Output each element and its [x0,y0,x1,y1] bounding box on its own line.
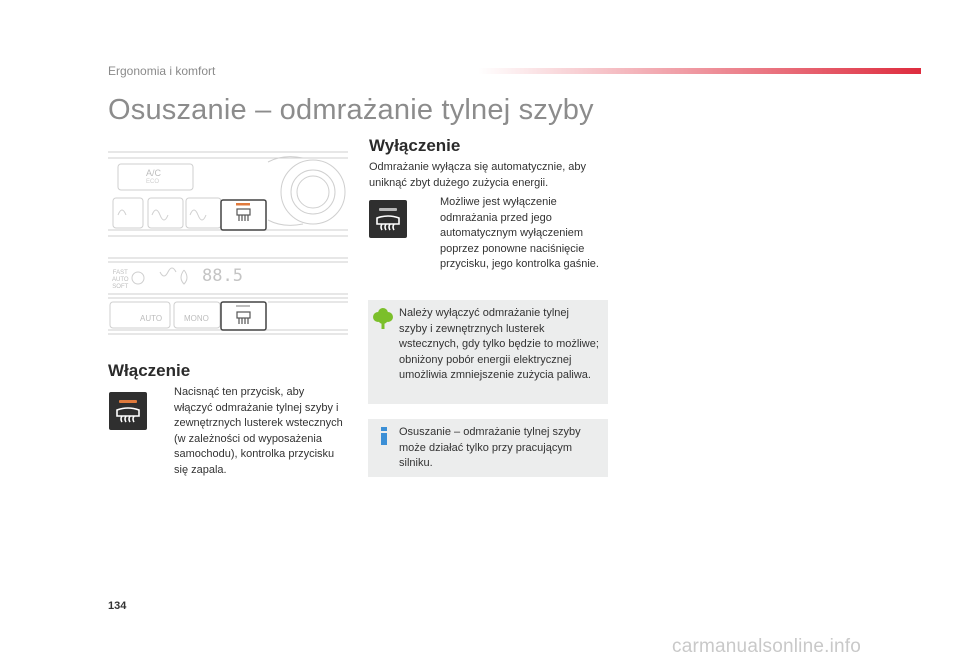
info-note-text: Osuszanie – odmrażanie tylnej szyby może działać tylko przy pracującym silniku. [399,426,581,469]
rear-defrost-off-button-icon [369,200,407,238]
ac-sub-label: ECO [146,179,160,185]
indicator-off-icon [379,208,397,211]
wylaczenie-text: Możliwe jest wyłączenie odmrażania przed jego automatycznym wyłączeniem poprzez ponowne naciśnięcie przycisku, jego kontrolka gaśnie. [440,196,599,270]
info-note-box [368,419,608,477]
climate-panel-top-illustration [108,150,348,242]
auto-mode-label: AUTO [112,277,129,283]
page-title: Osuszanie – odmrażanie tylnej szyby [108,94,594,126]
indicator-on-icon [119,400,137,403]
rear-window-heater-icon [375,214,401,232]
fast-label: FAST [112,270,128,276]
wylaczenie-intro: Odmrażanie wyłącza się automatycznie, aby uniknąć zbyt dużego zużycia energii. [369,161,587,189]
info-icon [380,427,388,445]
ac-label: A/C [146,168,162,178]
auto-button-label: AUTO [140,314,163,323]
soft-label: SOFT [112,284,129,290]
section-label: Ergonomia i komfort [108,64,216,78]
mono-button-label: MONO [184,314,209,323]
watermark: carmanualsonline.info [672,636,862,657]
header-accent-bar [478,68,921,74]
wylaczenie-heading: Wyłączenie [369,136,461,155]
temperature-display: 88.5 [202,266,243,286]
fast-auto-soft-label [112,270,129,291]
wlaczenie-heading: Włączenie [108,361,191,380]
wlaczenie-text: Nacisnąć ten przycisk, aby włączyć odmrażanie tylnej szyby i zewnętrznych lusterek wstecznych (w zależności od wyposażenia samochodu), kontrolka przycisku się zapala. [174,386,343,476]
climate-panel-bottom-illustration [108,256,348,336]
page-number: 134 [108,600,127,612]
rear-window-heater-icon [115,406,141,424]
eco-note-text: Należy wyłączyć odmrażanie tylnej szyby i zewnętrznych lusterek wstecznych, gdy tylko będzie to możliwe; obniżony pobór energii elektrycznej umożliwia zmniejszenie zużycia paliwa. [399,307,599,381]
eco-tree-icon [373,307,393,329]
rear-defrost-on-button-icon [109,392,147,430]
eco-note-box [368,300,608,404]
